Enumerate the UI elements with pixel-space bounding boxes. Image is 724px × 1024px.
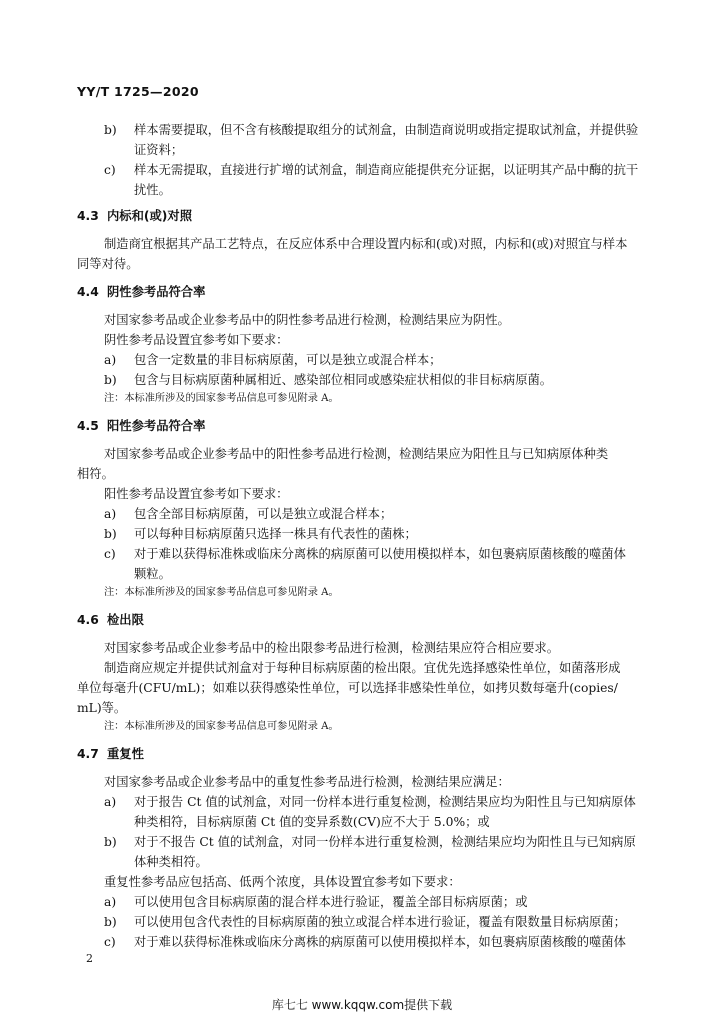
list-item bbox=[104, 834, 636, 850]
list-item bbox=[104, 934, 626, 950]
list-marker: c) bbox=[104, 547, 116, 561]
list-text: 对于难以获得标准株或临床分离株的病原菌可以使用模拟样本，如包裹病原菌核酸的噬菌体 bbox=[134, 935, 626, 949]
section-title: 内标和(或)对照 bbox=[107, 209, 193, 223]
list-text: 对于报告 Ct 值的试剂盒，对同一份样本进行重复检测，检测结果应均为阳性且与已知病原体 bbox=[134, 795, 636, 809]
list-marker: b) bbox=[104, 123, 117, 137]
paragraph-line: 单位每毫升(CFU/mL)；如难以获得感染性单位，可以选择非感染性单位，如拷贝数每毫升(copies/ bbox=[77, 681, 618, 695]
list-item bbox=[104, 506, 392, 522]
paragraph-line: 重复性参考品应包括高、低两个浓度，具体设置宜参考如下要求： bbox=[104, 875, 461, 889]
list-text: 可以使用包含代表性的目标病原菌的独立或混合样本进行验证，覆盖有限数量目标病原菌； bbox=[134, 915, 626, 929]
section-number: 4.5 bbox=[77, 419, 99, 433]
list-item-continuation: 证资料； bbox=[134, 143, 184, 157]
paragraph-line: 阳性参考品设置宜参考如下要求： bbox=[104, 487, 289, 501]
list-item-continuation: 种类相符，目标病原菌 Ct 值的变异系数(CV)应不大于 5.0%；或 bbox=[134, 815, 490, 829]
section-heading-4-4 bbox=[77, 284, 205, 300]
paragraph-line: 制造商应规定并提供试剂盒对于每种目标病原菌的检出限。宜优先选择感染性单位，如菌落形成 bbox=[104, 661, 621, 675]
section-number: 4.6 bbox=[77, 613, 99, 627]
paragraph-line: mL)等。 bbox=[77, 701, 127, 715]
note: 注：本标准所涉及的国家参考品信息可参见附录 A。 bbox=[104, 587, 339, 598]
paragraph-line: 相符。 bbox=[77, 467, 114, 481]
list-text: 可以每种目标病原菌只选择一株具有代表性的菌株； bbox=[134, 527, 417, 541]
list-item bbox=[104, 546, 626, 562]
list-item-continuation: 颗粒。 bbox=[134, 567, 171, 581]
list-item bbox=[104, 372, 552, 388]
list-text: 对于不报告 Ct 值的试剂盒，对同一份样本进行重复检测，检测结果应均为阳性且与已知病原 bbox=[134, 835, 636, 849]
list-item bbox=[104, 526, 417, 542]
list-marker: a) bbox=[104, 895, 117, 909]
download-footer: 库七七 www.kqqw.com提供下载 bbox=[271, 998, 453, 1012]
section-number: 4.3 bbox=[77, 209, 99, 223]
list-text: 对于难以获得标准株或临床分离株的病原菌可以使用模拟样本，如包裹病原菌核酸的噬菌体 bbox=[134, 547, 626, 561]
list-marker: b) bbox=[104, 373, 117, 387]
paragraph-line: 同等对待。 bbox=[77, 257, 139, 271]
section-title: 重复性 bbox=[107, 747, 144, 761]
paragraph-line: 对国家参考品或企业参考品中的阴性参考品进行检测，检测结果应为阴性。 bbox=[104, 313, 510, 327]
section-heading-4-5 bbox=[77, 418, 205, 434]
note: 注：本标准所涉及的国家参考品信息可参见附录 A。 bbox=[104, 721, 339, 732]
section-heading-4-7 bbox=[77, 746, 144, 762]
list-text: 包含全部目标病原菌，可以是独立或混合样本； bbox=[134, 507, 393, 521]
list-marker: b) bbox=[104, 835, 117, 849]
list-text: 样本无需提取，直接进行扩增的试剂盒，制造商应能提供充分证据，以证明其产品中酶的抗干 bbox=[134, 163, 639, 177]
list-item bbox=[104, 352, 441, 368]
list-text: 包含一定数量的非目标病原菌，可以是独立或混合样本； bbox=[134, 353, 442, 367]
section-heading-4-6 bbox=[77, 612, 144, 628]
list-item-continuation: 体种类相符。 bbox=[134, 855, 208, 869]
list-marker: a) bbox=[104, 795, 117, 809]
section-heading-4-3 bbox=[77, 208, 192, 224]
list-item bbox=[104, 794, 636, 810]
list-marker: b) bbox=[104, 915, 117, 929]
section-number: 4.4 bbox=[77, 285, 99, 299]
list-item bbox=[104, 122, 638, 138]
paragraph-line: 对国家参考品或企业参考品中的重复性参考品进行检测，检测结果应满足： bbox=[104, 775, 510, 789]
list-marker: a) bbox=[104, 507, 117, 521]
list-marker: a) bbox=[104, 353, 117, 367]
list-marker: c) bbox=[104, 163, 116, 177]
paragraph-line: 对国家参考品或企业参考品中的检出限参考品进行检测，检测结果应符合相应要求。 bbox=[104, 641, 559, 655]
list-item bbox=[104, 162, 638, 178]
page-number: 2 bbox=[86, 952, 93, 965]
list-text: 可以使用包含目标病原菌的混合样本进行验证，覆盖全部目标病原菌；或 bbox=[134, 895, 528, 909]
section-title: 检出限 bbox=[107, 613, 144, 627]
list-text: 样本需要提取，但不含有核酸提取组分的试剂盒，由制造商说明或指定提取试剂盒，并提供验 bbox=[134, 123, 639, 137]
note: 注：本标准所涉及的国家参考品信息可参见附录 A。 bbox=[104, 393, 339, 404]
list-text: 包含与目标病原菌种属相近、感染部位相同或感染症状相似的非目标病原菌。 bbox=[134, 373, 553, 387]
list-item bbox=[104, 894, 528, 910]
document-header: YY/T 1725—2020 bbox=[77, 84, 199, 99]
paragraph-line: 制造商宜根据其产品工艺特点，在反应体系中合理设置内标和(或)对照，内标和(或)对照宜与样本 bbox=[104, 237, 628, 251]
section-number: 4.7 bbox=[77, 747, 99, 761]
list-item bbox=[104, 914, 626, 930]
list-item-continuation: 扰性。 bbox=[134, 183, 171, 197]
section-title: 阳性参考品符合率 bbox=[107, 419, 206, 433]
list-marker: b) bbox=[104, 527, 117, 541]
paragraph-line: 阴性参考品设置宜参考如下要求： bbox=[104, 333, 289, 347]
section-title: 阴性参考品符合率 bbox=[107, 285, 206, 299]
paragraph-line: 对国家参考品或企业参考品中的阳性参考品进行检测，检测结果应为阳性且与已知病原体种类 bbox=[104, 447, 609, 461]
list-marker: c) bbox=[104, 935, 116, 949]
